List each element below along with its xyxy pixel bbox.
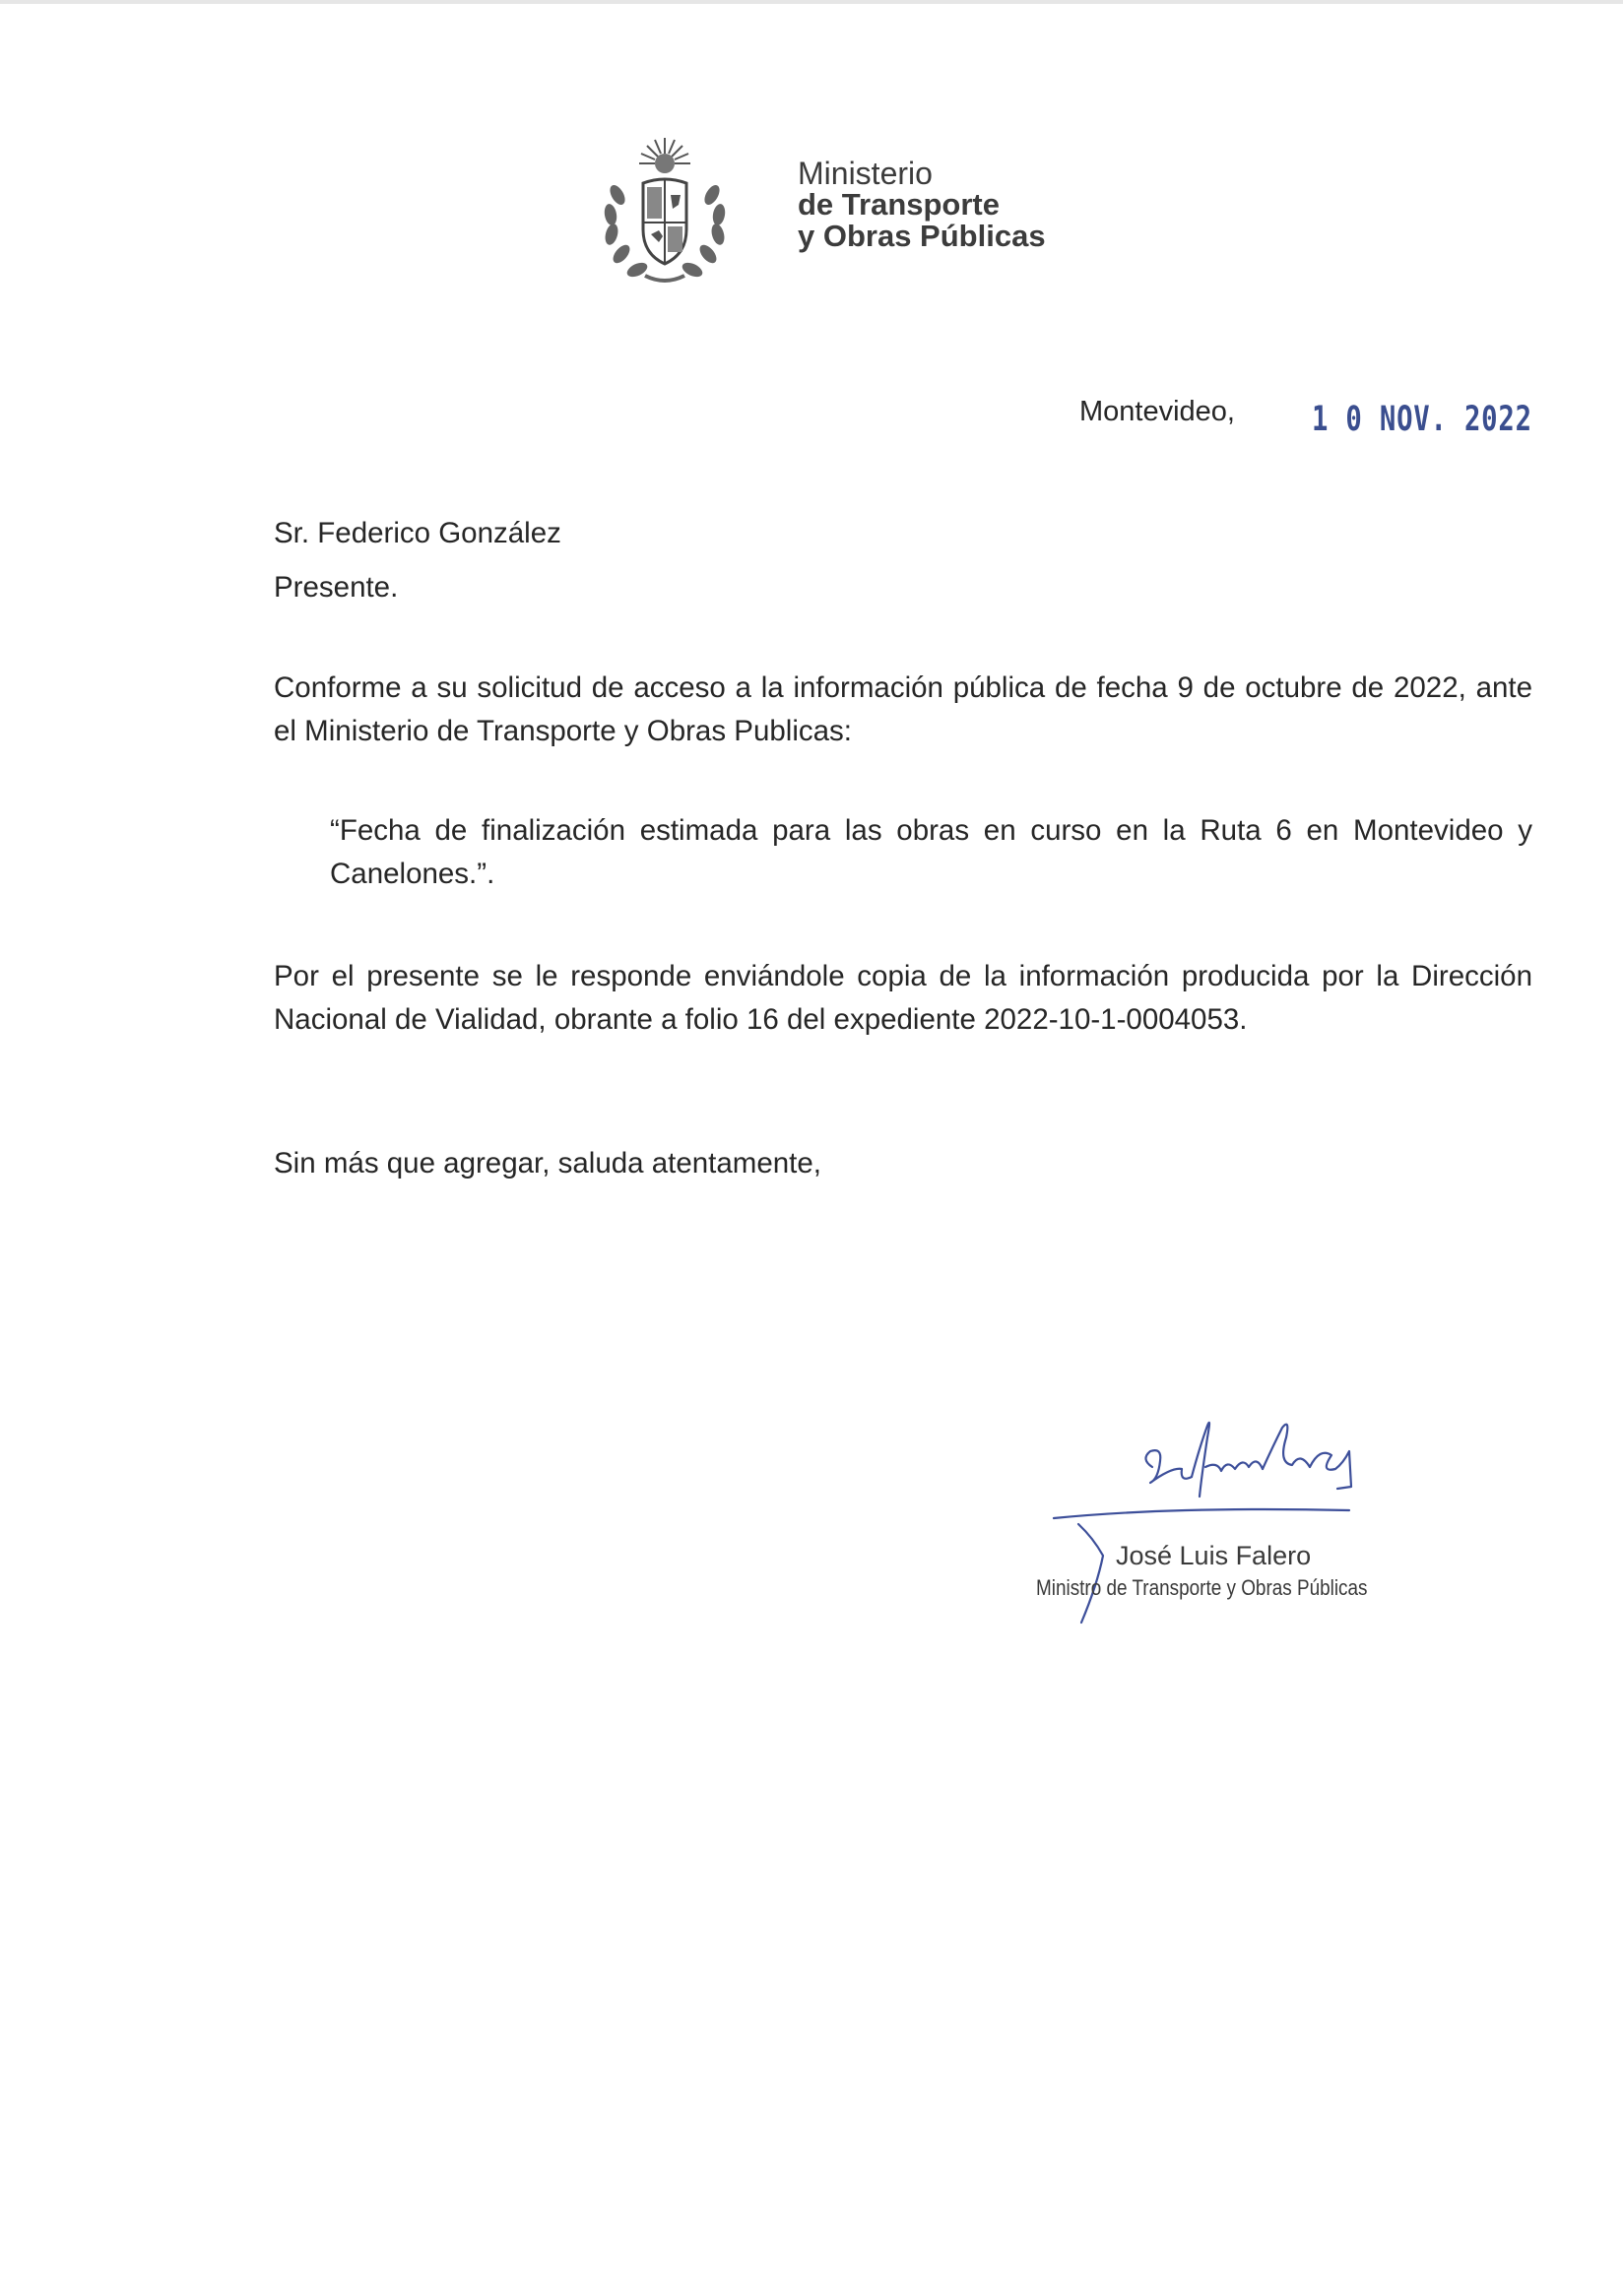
letterhead	[596, 136, 1108, 303]
signer-title: Ministro de Transporte y Obras Públicas	[1036, 1575, 1368, 1600]
recipient-presente: Presente.	[274, 571, 399, 604]
ministry-line2: de Transporte	[798, 187, 1000, 222]
date-stamp: 1 0 NOV. 2022	[1312, 400, 1532, 439]
paragraph-request: Conforme a su solicitud de acceso a la información pública de fecha 9 de octubre de 2022, ante el Ministerio de Transporte y Obras Publicas:	[274, 671, 1532, 747]
recipient-name: Sr. Federico González	[274, 517, 561, 549]
place: Montevideo,	[1079, 396, 1235, 427]
ministry-name	[798, 158, 1046, 252]
quoted-request: “Fecha de finalización estimada para las obras en curso en la Ruta 6 en Montevideo y Canelones.”.	[330, 814, 1532, 890]
signature-block	[1024, 1408, 1418, 1644]
ministry-line3: y Obras Públicas	[798, 219, 1046, 253]
place-date	[1079, 396, 1532, 445]
closing-line: Sin más que agregar, saluda atentamente,	[274, 1147, 821, 1180]
handwritten-signature	[1024, 1408, 1418, 1644]
uruguay-coat-of-arms-icon	[596, 136, 734, 293]
ministry-line1: Ministerio	[798, 156, 933, 191]
signer-name: José Luis Falero	[1116, 1541, 1312, 1570]
paragraph-response: Por el presente se le responde enviándole copia de la información producida por la Dirección Nacional de Vialidad, obrante a folio 16 del expediente 2022-10-1-0004053.	[274, 960, 1532, 1036]
scan-edge	[0, 0, 1623, 4]
